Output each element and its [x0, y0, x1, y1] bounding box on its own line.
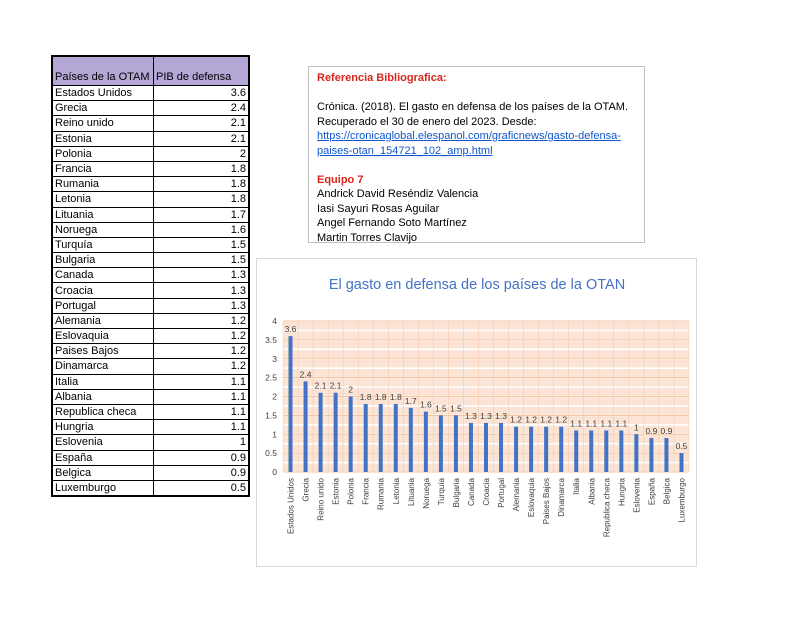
bar	[319, 393, 323, 472]
bar	[604, 430, 608, 472]
country-cell: Bulgaria	[52, 253, 154, 268]
bar	[634, 434, 638, 472]
bar	[574, 430, 578, 472]
value-cell: 1.7	[154, 207, 250, 222]
data-label: 1.7	[404, 395, 417, 406]
value-cell: 1.2	[154, 359, 250, 374]
country-cell: Lituania	[52, 207, 154, 222]
table-row	[52, 131, 249, 146]
bar	[529, 427, 533, 472]
value-cell: 1.8	[154, 177, 250, 192]
value-cell: 2.4	[154, 101, 250, 116]
category-label: Francia	[361, 478, 371, 505]
country-cell: Portugal	[52, 298, 154, 313]
table-row	[52, 192, 249, 207]
table-row	[52, 161, 249, 176]
bar	[424, 412, 428, 472]
citation-line-2: Recuperado el 30 de enero del 2023. Desde:	[317, 115, 537, 128]
bar-chart	[256, 258, 697, 567]
team-member: Angel Fernando Soto Martínez	[317, 217, 467, 229]
country-cell: Luxemburgo	[52, 480, 154, 496]
table-row	[52, 344, 249, 359]
data-label: 1.5	[434, 403, 447, 414]
country-cell: Eslovaquia	[52, 329, 154, 344]
country-cell: Estados Unidos	[52, 86, 154, 101]
country-cell: Hungria	[52, 420, 154, 435]
country-cell: Turquía	[52, 237, 154, 252]
data-label: 1.1	[585, 418, 598, 429]
y-tick-label: 2	[272, 391, 277, 402]
table-row	[52, 298, 249, 313]
value-cell: 1.3	[154, 283, 250, 298]
category-label: Luxemburgo	[677, 478, 687, 523]
table-row	[52, 268, 249, 283]
team-member: Iasi Sayuri Rosas Aguilar	[317, 202, 440, 215]
table-row	[52, 359, 249, 374]
category-label: Bulgaria	[451, 478, 461, 508]
value-cell: 2.1	[154, 116, 250, 131]
value-cell: 3.6	[154, 86, 250, 101]
bar	[289, 336, 293, 472]
y-tick-label: 1.5	[265, 410, 277, 421]
table-row	[52, 222, 249, 237]
table-row	[52, 207, 249, 222]
category-label: Republica checa	[602, 478, 612, 538]
data-label: 3.6	[284, 324, 297, 335]
value-cell: 2	[154, 146, 250, 161]
category-label: Italia	[572, 478, 582, 495]
team-member: Andrick David Reséndiz Valencia	[317, 188, 479, 200]
category-label: Croacia	[482, 478, 491, 506]
country-cell: Letonia	[52, 192, 154, 207]
category-label: Eslovaquia	[527, 478, 537, 518]
value-cell: 1.3	[154, 298, 250, 313]
category-label: Grecia	[301, 478, 311, 502]
country-cell: Reino unido	[52, 116, 154, 131]
header-gdp: PIB de defensa	[154, 56, 250, 86]
category-label: Eslovenia	[632, 478, 642, 513]
value-cell: 1.1	[154, 404, 250, 419]
value-cell: 1.8	[154, 161, 250, 176]
category-label: Letonia	[391, 478, 401, 505]
table-row	[52, 374, 249, 389]
reference-title: Referencia Bibliografica:	[317, 72, 447, 84]
bar	[439, 415, 443, 472]
value-cell: 1.5	[154, 253, 250, 268]
data-label: 1.8	[389, 392, 402, 403]
bar	[364, 404, 368, 472]
table-row	[52, 420, 249, 435]
y-tick-label: 3	[272, 353, 277, 364]
data-label: 1.6	[419, 399, 432, 410]
table-row	[52, 283, 249, 298]
bar	[649, 438, 653, 472]
country-cell: Canada	[52, 268, 154, 283]
table-row	[52, 146, 249, 161]
country-cell: Eslovenia	[52, 435, 154, 450]
data-label: 1.8	[374, 392, 387, 403]
value-cell: 1.1	[154, 389, 250, 404]
data-label: 1.3	[495, 410, 507, 421]
data-label: 1.2	[540, 414, 553, 425]
table-row	[52, 177, 249, 192]
bar	[454, 415, 458, 472]
data-label: 1.1	[615, 418, 628, 429]
bar	[304, 381, 308, 472]
bar	[619, 430, 623, 472]
data-label: 2.1	[329, 380, 342, 391]
y-tick-label: 2.5	[265, 372, 277, 383]
data-label: 1.2	[555, 414, 568, 425]
category-label: Estados Unidos	[286, 478, 296, 535]
country-cell: Francia	[52, 161, 154, 176]
data-label: 1.2	[525, 414, 538, 425]
category-label: Alemania	[512, 478, 522, 512]
value-cell: 1.3	[154, 268, 250, 283]
category-label: Belgica	[662, 478, 672, 505]
data-label: 2.1	[314, 380, 327, 391]
country-cell: España	[52, 450, 154, 465]
table-row	[52, 389, 249, 404]
data-label: 1.8	[359, 392, 372, 403]
team-member: Martin Torres Clavijo	[317, 231, 418, 244]
table-row	[52, 86, 249, 101]
category-label: Canada	[466, 478, 476, 507]
table-row	[52, 237, 249, 252]
bar	[469, 423, 473, 472]
category-label: Portugal	[497, 478, 507, 508]
bar	[379, 404, 383, 472]
category-label: Reino unido	[316, 478, 326, 521]
bar	[394, 404, 398, 472]
data-label: 0.9	[645, 426, 658, 437]
data-label: 2.4	[299, 369, 312, 380]
header-countries: Países de la OTAM	[52, 56, 154, 86]
bar	[664, 438, 668, 472]
y-tick-label: 1	[272, 429, 277, 440]
category-label: España	[647, 478, 657, 506]
y-tick-label: 0	[272, 467, 277, 477]
data-label: 0.5	[675, 441, 688, 452]
category-label: Noruega	[421, 478, 431, 509]
data-label: 1.3	[480, 410, 492, 421]
table-row	[52, 253, 249, 268]
country-cell: Paises Bajos	[52, 344, 154, 359]
country-cell: Alemania	[52, 313, 154, 328]
country-cell: Albania	[52, 389, 154, 404]
bar	[514, 427, 518, 472]
value-cell: 1.5	[154, 237, 250, 252]
table-header-row	[52, 56, 249, 86]
citation-line-1: Crónica. (2018). El gasto en defensa de los países de la OTAM.	[317, 101, 629, 113]
value-cell: 1	[154, 435, 250, 450]
table-row	[52, 329, 249, 344]
y-tick-label: 4	[272, 316, 277, 326]
data-label: 1.5	[450, 403, 462, 414]
country-cell: Noruega	[52, 222, 154, 237]
category-label: Polonia	[346, 478, 356, 505]
country-cell: Republica checa	[52, 404, 154, 419]
data-label: 1	[634, 422, 639, 433]
value-cell: 2.1	[154, 131, 250, 146]
data-label: 1.2	[510, 414, 522, 425]
bar	[349, 397, 353, 473]
chart-title: El gasto en defensa de los países de la OTAN	[328, 277, 626, 293]
data-label: 1.3	[465, 410, 477, 421]
table-row	[52, 404, 249, 419]
table-row	[52, 450, 249, 465]
value-cell: 1.1	[154, 374, 250, 389]
data-label: 1.1	[570, 418, 583, 429]
country-cell: Italia	[52, 374, 154, 389]
data-label: 1.1	[600, 418, 613, 429]
value-cell: 1.2	[154, 313, 250, 328]
table-row	[52, 465, 249, 480]
country-cell: Estonia	[52, 131, 154, 146]
category-label: Dinamarca	[557, 478, 567, 517]
country-cell: Grecia	[52, 101, 154, 116]
table-row	[52, 101, 249, 116]
source-link-1[interactable]: https://cronicaglobal.elespanol.com/graficnews/gasto-defensa-	[317, 130, 621, 142]
value-cell: 1.2	[154, 344, 250, 359]
data-label: 2	[348, 384, 354, 395]
category-label: Lituania	[406, 478, 416, 507]
bar	[409, 408, 413, 472]
data-table	[51, 55, 250, 497]
team-title: Equipo 7	[317, 173, 364, 186]
country-cell: Polonia	[52, 146, 154, 161]
country-cell: Dinamarca	[52, 359, 154, 374]
y-tick-label: 3.5	[265, 334, 277, 345]
bar	[484, 423, 488, 472]
bar	[559, 427, 563, 472]
category-label: Paises Bajos	[542, 478, 552, 525]
value-cell: 0.5	[154, 480, 250, 496]
category-label: Estonia	[331, 478, 341, 505]
reference-box	[308, 66, 645, 243]
source-link-2[interactable]: paises-otan_154721_102_amp.html	[317, 144, 493, 157]
value-cell: 0.9	[154, 465, 250, 480]
table-row	[52, 116, 249, 131]
table-row	[52, 435, 249, 450]
data-label: 0.9	[660, 426, 673, 437]
category-label: Rumania	[376, 478, 386, 511]
bar	[334, 393, 338, 472]
value-cell: 1.2	[154, 329, 250, 344]
category-label: Turquía	[436, 478, 446, 506]
value-cell: 1.1	[154, 420, 250, 435]
country-cell: Belgica	[52, 465, 154, 480]
y-tick-label: 0.5	[265, 448, 277, 459]
category-label: Albania	[587, 478, 597, 505]
value-cell: 1.8	[154, 192, 250, 207]
bar	[499, 423, 503, 472]
bar	[544, 427, 548, 472]
table-row	[52, 313, 249, 328]
bar	[589, 430, 593, 472]
value-cell: 1.6	[154, 222, 250, 237]
bar	[679, 453, 683, 472]
category-label: Hungria	[617, 478, 627, 507]
country-cell: Rumania	[52, 177, 154, 192]
table-row	[52, 480, 249, 496]
value-cell: 0.9	[154, 450, 250, 465]
country-cell: Croacia	[52, 283, 154, 298]
